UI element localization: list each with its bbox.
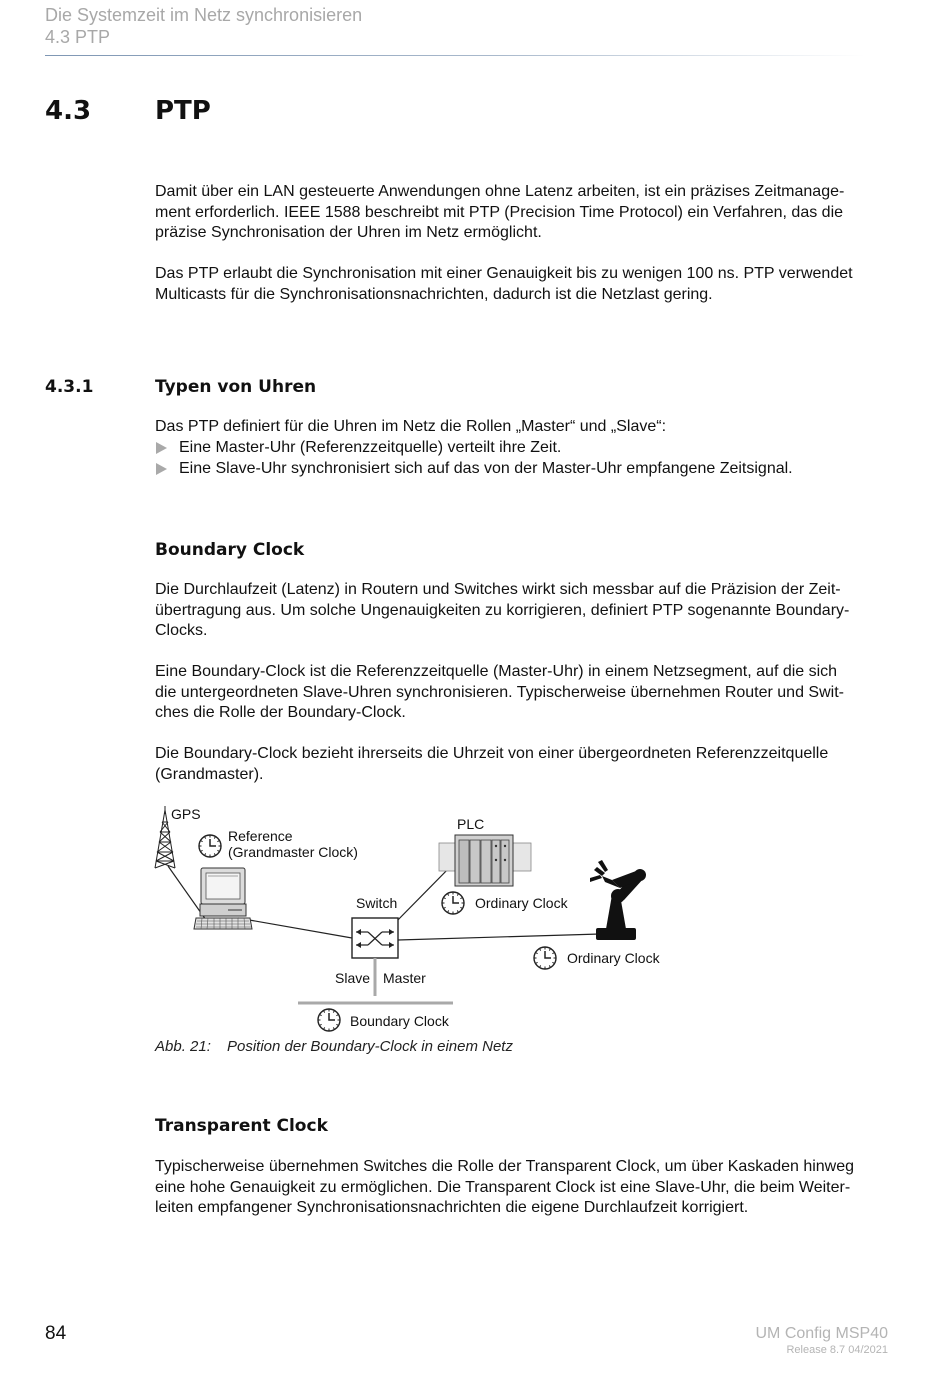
text-line: Clocks. [155,622,208,639]
text-line: Damit über ein LAN gesteuerte Anwendungen ohne Latenz arbeiten, ist ein präzises Zeitmanage- [155,183,845,200]
text-line: Multicasts für die Synchronisationsnachrichten, dadurch ist die Netzlast gering. [155,285,713,303]
list-item [155,459,890,480]
section-title: PTP [155,96,211,126]
text-line: Das PTP definiert für die Uhren im Netz die Rollen „Master“ und „Slave“: [155,418,667,435]
ordinary-clock-icon [534,947,556,969]
text-line: die untergeordneten Slave-Uhren synchronisieren. Typischerweise übernehmen Router und Swit- [155,683,844,701]
triangle-bullet-icon [156,442,167,454]
figure-caption [155,1037,513,1056]
boundary-paragraph-1 [155,580,890,642]
page-number: 84 [45,1323,67,1344]
intro-paragraph-2 [155,264,890,305]
clock-types-list [155,438,890,479]
boundary-clock-label: Boundary Clock [350,1013,449,1029]
text-line: ment erforderlich. IEEE 1588 beschreibt mit PTP (Precision Time Protocol) ein Verfahren, das die [155,203,844,221]
ordinary-clock-label: Ordinary Clock [567,950,660,966]
text-line: Das PTP erlaubt die Synchronisation mit einer Genauigkeit bis zu wenigen 100 ns. PTP verwendet [155,265,853,282]
text-line: präzise Synchronisation der Uhren im Netz ermöglicht. [155,224,542,241]
text-line: eine hohe Genauigkeit zu ermöglichen. Die Transparent Clock ist eine Slave-Uhr, die beim Weiter- [155,1178,851,1196]
list-item-text: Eine Master-Uhr (Referenzzeitquelle) verteilt ihre Zeit. [179,439,562,456]
transparent-clock-heading: Transparent Clock [155,1116,328,1136]
computer-icon [194,868,252,929]
boundary-clock-figure [150,800,680,1040]
reference-clock-icon [199,835,221,857]
switch-label: Switch [356,895,398,911]
footer-release: Release 8.7 04/2021 [786,1344,888,1356]
subsection-title: Typen von Uhren [155,377,317,397]
section-number: 4.3 [45,96,92,126]
text-line: Die Durchlaufzeit (Latenz) in Routern und Switches wirkt sich messbar auf die Präzision der Zeit- [155,581,841,598]
ordinary-clock-icon [442,892,464,914]
running-header-section: 4.3 PTP [45,27,111,47]
text-line: Die Boundary-Clock bezieht ihrerseits die Uhrzeit von einer übergeordneten Referenzzeitquelle [155,745,829,762]
running-header [45,4,362,48]
header-rule [45,55,865,56]
boundary-paragraph-3 [155,744,890,785]
list-item-text: Eine Slave-Uhr synchronisiert sich auf das von der Master-Uhr empfangene Zeitsignal. [179,459,793,477]
text-line: Eine Boundary-Clock ist die Referenzzeitquelle (Master-Uhr) in einem Netzsegment, auf die sich [155,663,838,680]
boundary-paragraph-2 [155,662,890,724]
switch-icon [352,918,398,958]
footer-document-title: UM Config MSP40 [755,1325,888,1342]
running-header-chapter: Die Systemzeit im Netz synchronisieren [45,5,363,25]
slave-label: Slave [335,970,371,986]
triangle-bullet-icon [156,463,167,475]
ordinary-clock-label: Ordinary Clock [475,895,568,911]
robot-icon [590,860,646,940]
plc-label: PLC [457,816,485,832]
figure-caption-text: Position der Boundary-Clock in einem Netz [227,1038,513,1055]
master-label: Master [383,970,426,986]
text-line: leiten empfangener Synchronisationsnachrichten die eigene Durchlaufzeit korrigiert. [155,1199,749,1216]
text-line: übertragung aus. Um solche Ungenauigkeiten zu korrigieren, definiert PTP sogenannte Boundary- [155,601,850,619]
boundary-clock-icon [318,1009,340,1031]
grandmaster-clock-label: (Grandmaster Clock) [228,844,358,860]
transparent-paragraph [155,1157,890,1219]
text-line: Typischerweise übernehmen Switches die Rolle der Transparent Clock, um über Kaskaden hinweg [155,1158,855,1175]
subsection-number: 4.3.1 [45,377,94,397]
text-line: ches die Rolle der Boundary-Clock. [155,704,406,721]
boundary-clock-heading: Boundary Clock [155,540,305,560]
figure-caption-number: Abb. 21: [155,1038,211,1055]
gps-label: GPS [171,806,201,822]
intro-paragraph-1 [155,182,890,244]
list-item [155,438,890,459]
text-line: (Grandmaster). [155,765,264,783]
plc-icon [439,835,531,886]
reference-label: Reference [228,828,293,844]
clock-types-lead [155,417,890,438]
